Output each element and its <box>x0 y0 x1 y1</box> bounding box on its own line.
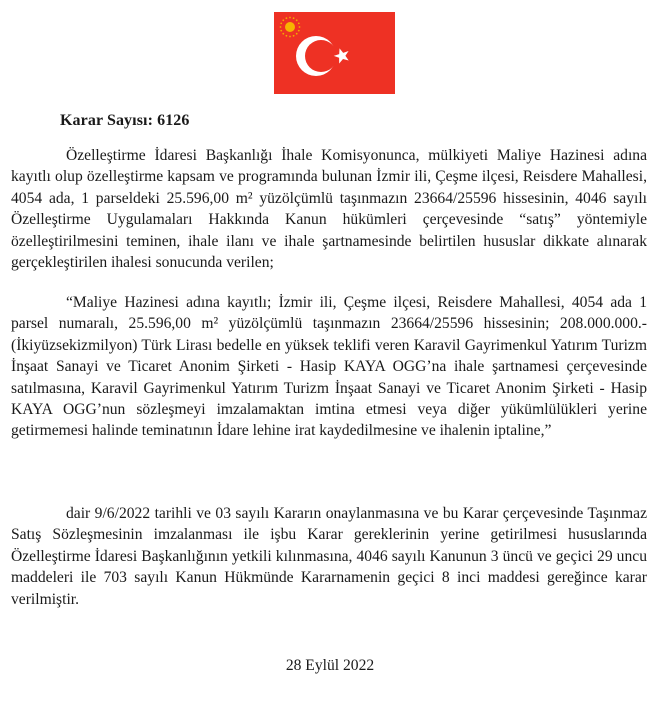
decision-date: 28 Eylül 2022 <box>285 657 375 674</box>
turkish-presidential-flag-icon <box>274 12 395 94</box>
flag-graphic <box>274 12 395 94</box>
body-paragraph-quoted-decision: “Maliye Hazinesi adına kayıtlı; İzmir ili, Çeşme ilçesi, Reisdere Mahallesi, 4054 ada 1 parsel numaralı, 25.596,00 m² yüzölçümlü taşınmazın 23664/25596 hissesinin; 208.000.000.- (İkiyüzsekizmilyon) Türk Lirası bedelle en yüksek teklifi veren Karavil Gayrimenkul Yatırım Turizm İnşaat Sanayi ve Ticaret Anonim Şirketi - Hasip KAYA OGG’na ihale şartnamesi çerçevesinde satılmasına, Karavil Gayrimenkul Yatırım Turizm İnşaat Sanayi ve Ticaret Anonim Şirketi - Hasip KAYA OGG’nun sözleşmeyi imzalamaktan imtina etmesi veya diğer yükümlülükleri yerine getirmemesi halinde teminatının İdare lehine irat kaydedilmesine ve ihalenin iptaline,” <box>11 294 647 440</box>
body-paragraph-resolution: dair 9/6/2022 tarihli ve 03 sayılı Kararın onaylanmasına ve bu Karar çerçevesinde Taşınmaz Satış Sözleşmesinin imzalanması ile işbu Karar gereklerinin yerine getirilmesi hususlarında Özelleştirme İdaresi Başkanlığının yetkili kılınmasına, 4046 sayılı Kanunun 3 üncü ve geçici 29 uncu maddeleri ile 703 sayılı Kanun Hükmünde Kararnamenin geçici 8 inci maddesi gereğince karar verilmiştir. <box>11 505 647 608</box>
decision-number-title: Karar Sayısı: 6126 <box>60 112 190 129</box>
body-paragraph-preamble: Özelleştirme İdaresi Başkanlığı İhale Komisyonunca, mülkiyeti Maliye Hazinesi adına kayıtlı olup özelleştirme kapsam ve programında bulunan İzmir ili, Çeşme ilçesi, Reisdere Mahallesi, 4054 ada, 1 parseldeki 25.596,00 m² yüzölçümlü taşınmazın 23664/25596 hissesinin, 4046 sayılı Özelleştirme Uygulamaları Hakkında Kanun hükümleri çerçevesinde “satış” yöntemiyle özelleştirilmesini teminen, ihale ilanı ve ihale şartnamesinde belirtilen hususlar dikkate alınarak gerçekleştirilen ihalesi sonucunda verilen; <box>11 147 647 272</box>
